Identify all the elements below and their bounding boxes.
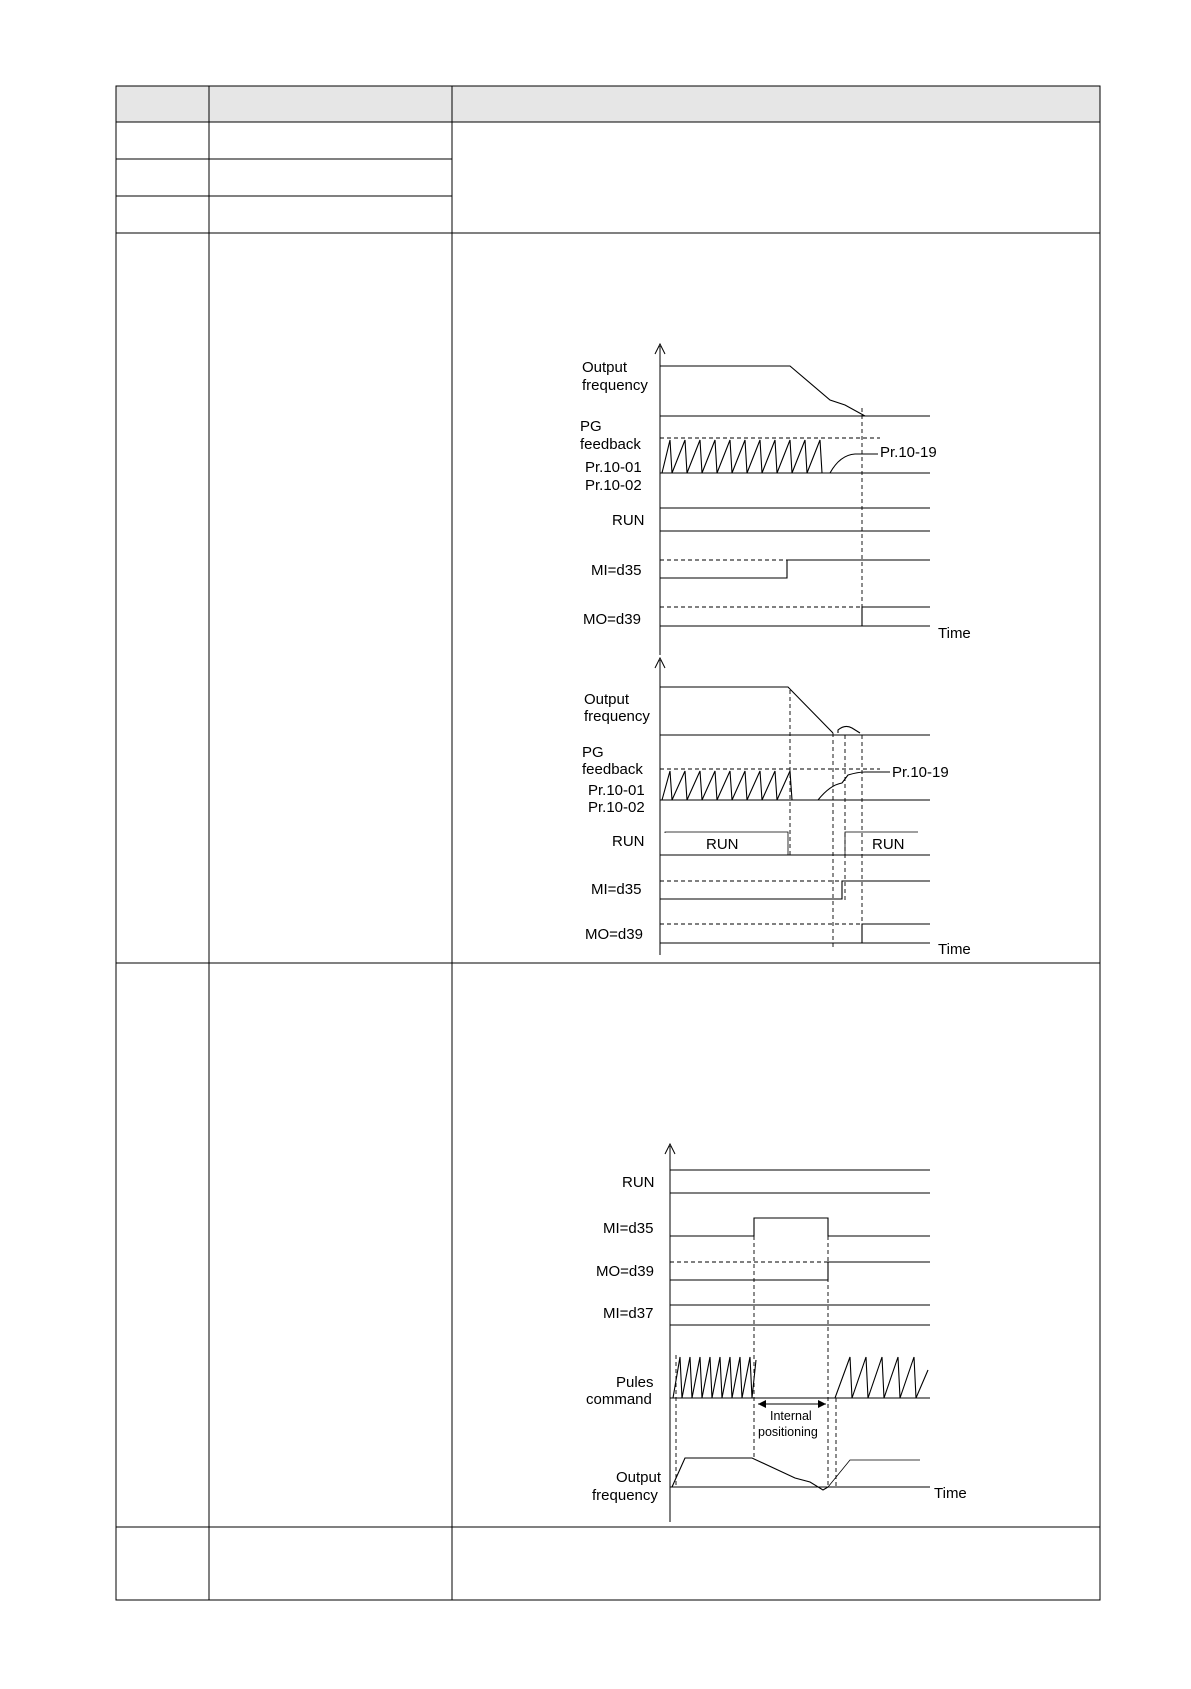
label-feedback: feedback: [580, 436, 641, 453]
label-pg: PG: [580, 418, 602, 435]
output-frequency-bump: [838, 726, 860, 733]
label-pg: PG: [582, 744, 604, 761]
label-time: Time: [934, 1485, 967, 1502]
label-time: Time: [938, 625, 971, 642]
table-border: [116, 86, 1100, 1600]
label-output: Output: [584, 691, 630, 708]
label-pr1002: Pr.10-02: [585, 477, 642, 494]
output-frequency-trace: [672, 1458, 828, 1490]
pg-feedback-pulses: [662, 771, 792, 800]
label-pr1001: Pr.10-01: [588, 782, 645, 799]
timing-diagram-2: [582, 658, 971, 958]
pulse-command-second: [835, 1357, 928, 1398]
mo39-signal: [670, 1262, 930, 1280]
label-time: Time: [938, 941, 971, 958]
pg-feedback-recovery: [818, 772, 890, 800]
label-positioning: positioning: [758, 1425, 818, 1439]
label-mi: MI=d35: [591, 562, 642, 579]
label-run: RUN: [612, 833, 645, 850]
label-output: Output: [616, 1469, 662, 1486]
mo-signal: [660, 607, 930, 626]
table-header-band: [116, 86, 1100, 122]
output-frequency-recovery: [828, 1460, 920, 1487]
mi-signal: [660, 560, 930, 578]
label-frequency: frequency: [582, 377, 648, 394]
label-mo: MO=d39: [583, 611, 641, 628]
mo-signal: [660, 924, 930, 943]
timing-diagram-3: [586, 1144, 967, 1522]
pg-feedback-pulses: [662, 440, 822, 473]
label-pr1019: Pr.10-19: [892, 764, 949, 781]
parameter-table: [116, 86, 1100, 1600]
label-mo: MO=d39: [585, 926, 643, 943]
label-pules: Pules: [616, 1374, 654, 1391]
label-output: Output: [582, 359, 628, 376]
label-frequency: frequency: [592, 1487, 658, 1504]
arrow-right-icon: [818, 1400, 826, 1408]
label-run-segment-2: RUN: [872, 836, 905, 853]
label-mo39: MO=d39: [596, 1263, 654, 1280]
pulse-command-first: [673, 1357, 756, 1398]
arrow-left-icon: [758, 1400, 766, 1408]
mi-signal: [660, 881, 930, 899]
label-pr1001: Pr.10-01: [585, 459, 642, 476]
label-mi: MI=d35: [591, 881, 642, 898]
label-run: RUN: [622, 1174, 655, 1191]
label-feedback: feedback: [582, 761, 643, 778]
label-frequency: frequency: [584, 708, 650, 725]
output-frequency-trace: [660, 687, 833, 733]
label-mi35: MI=d35: [603, 1220, 654, 1237]
label-mi37: MI=d37: [603, 1305, 654, 1322]
label-command: command: [586, 1391, 652, 1408]
label-run-segment-1: RUN: [706, 836, 739, 853]
label-internal: Internal: [770, 1409, 812, 1423]
label-run: RUN: [612, 512, 645, 529]
output-frequency-trace: [660, 366, 865, 416]
label-pr1002: Pr.10-02: [588, 799, 645, 816]
mi35-signal: [670, 1218, 930, 1236]
label-pr1019: Pr.10-19: [880, 444, 937, 461]
pg-feedback-decay: [830, 454, 878, 473]
timing-diagram-1: [580, 344, 971, 655]
